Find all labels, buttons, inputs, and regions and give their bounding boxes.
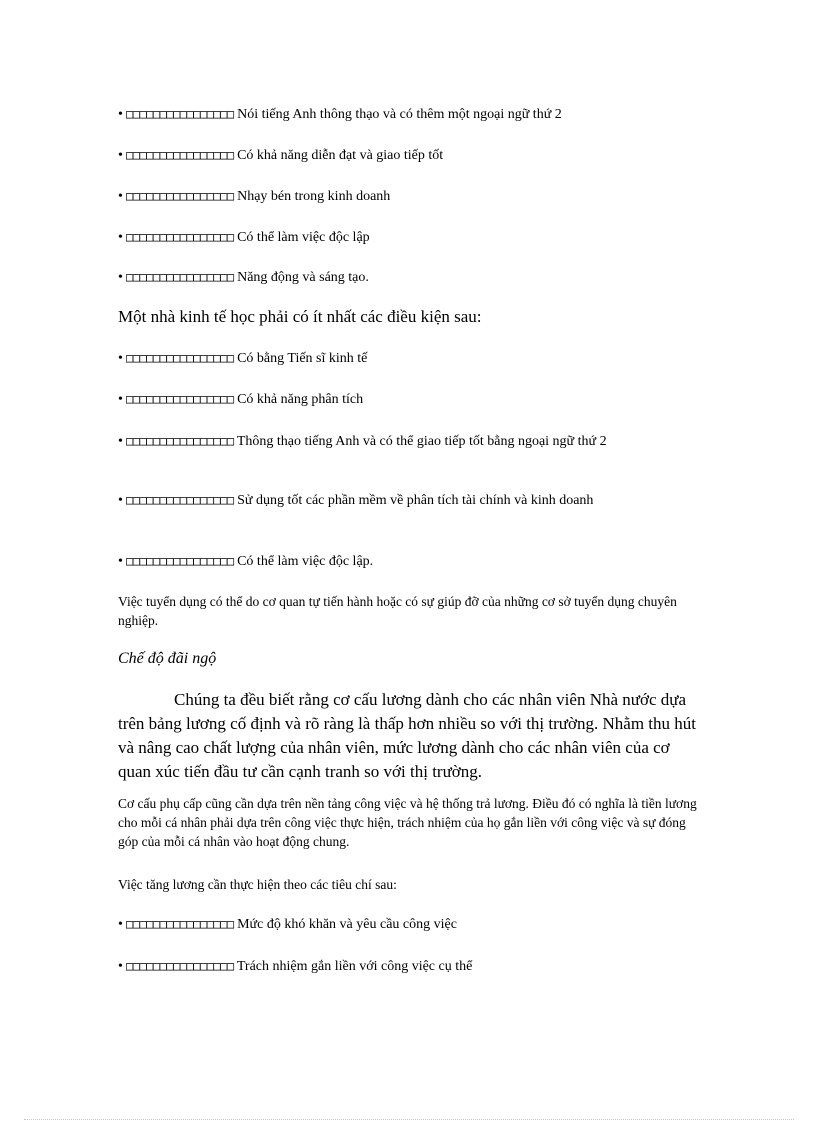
list-item	[118, 914, 698, 935]
bullet-placeholder-glyphs: □□□□□□□□□□□□□□□□	[126, 351, 234, 365]
bullet-icon: •	[118, 493, 123, 508]
list-item	[118, 490, 698, 511]
list-item	[118, 186, 698, 207]
bullet-placeholder-glyphs: □□□□□□□□□□□□□□□□	[126, 959, 234, 973]
raise-intro: Việc tăng lương cần thực hiện theo các tiêu chí sau:	[118, 877, 397, 892]
allowance-paragraph: Cơ cấu phụ cấp cũng cần dựa trên nền tảng công việc và hệ thống trả lương. Điều đó có nghĩa là tiền lương cho mỗi cá nhân phải dựa trên công việc thực hiện, trách nhiệm của họ gắn liền với công việc và sự đóng góp của mỗi cá nhân vào hoạt động chung.	[118, 796, 697, 849]
list-item-text: Mức độ khó khăn và yêu cầu công việc	[237, 917, 457, 932]
bullet-placeholder-glyphs: □□□□□□□□□□□□□□□□	[126, 230, 234, 244]
salary-paragraph: Chúng ta đều biết rằng cơ cấu lương dành cho các nhân viên Nhà nước dựa trên bảng lương cố định và rõ ràng là thấp hơn nhiều so với thị trường. Nhằm thu hút và nâng cao chất lượng của nhân viên, mức lương dành cho các nhân viên của cơ quan xúc tiến đầu tư cần cạnh tranh so với thị trường.	[118, 690, 696, 781]
list-item-text: Có thể làm việc độc lập	[237, 230, 370, 245]
bullet-placeholder-glyphs: □□□□□□□□□□□□□□□□	[126, 493, 234, 507]
economist-intro: Một nhà kinh tế học phải có ít nhất các điều kiện sau:	[118, 307, 482, 326]
bullet-icon: •	[118, 434, 123, 449]
list-item-text: Nhạy bén trong kinh doanh	[237, 189, 391, 204]
list-item	[118, 956, 698, 977]
bullet-icon: •	[118, 917, 123, 932]
list-item	[118, 227, 698, 248]
list-item	[118, 431, 698, 452]
list-item-text: Năng động và sáng tạo.	[237, 270, 369, 285]
bullet-icon: •	[118, 107, 123, 122]
page-bottom-divider	[24, 1119, 794, 1120]
list-item	[118, 145, 698, 166]
bullet-icon: •	[118, 959, 123, 974]
bullet-placeholder-glyphs: □□□□□□□□□□□□□□□□	[126, 107, 234, 121]
bullet-placeholder-glyphs: □□□□□□□□□□□□□□□□	[126, 554, 234, 568]
list-item	[118, 267, 698, 288]
bullet-icon: •	[118, 554, 123, 569]
bullet-placeholder-glyphs: □□□□□□□□□□□□□□□□	[126, 434, 234, 448]
list-item-text: Sử dụng tốt các phần mềm về phân tích tài chính và kinh doanh	[237, 493, 594, 508]
list-item	[118, 104, 698, 125]
section-heading: Chế độ đãi ngộ	[118, 650, 217, 667]
list-item	[118, 551, 698, 572]
list-item-text: Có khả năng diễn đạt và giao tiếp tốt	[237, 148, 444, 163]
bullet-placeholder-glyphs: □□□□□□□□□□□□□□□□	[126, 189, 234, 203]
list-item-text: Có bằng Tiến sĩ kinh tế	[237, 351, 368, 366]
bullet-icon: •	[118, 189, 123, 204]
bullet-placeholder-glyphs: □□□□□□□□□□□□□□□□	[126, 270, 234, 284]
bullet-icon: •	[118, 230, 123, 245]
list-item-text: Nói tiếng Anh thông thạo và có thêm một ngoại ngữ thứ 2	[237, 107, 562, 122]
list-item-text: Trách nhiệm gắn liền với công việc cụ thể	[236, 959, 473, 974]
bullet-icon: •	[118, 392, 123, 407]
list-item-text: Có khả năng phân tích	[237, 392, 364, 407]
bullet-icon: •	[118, 351, 123, 366]
bullet-placeholder-glyphs: □□□□□□□□□□□□□□□□	[126, 917, 234, 931]
recruitment-paragraph: Việc tuyển dụng có thể do cơ quan tự tiến hành hoặc có sự giúp đỡ của những cơ sở tuyển dụng chuyên nghiệp.	[118, 594, 677, 628]
bullet-icon: •	[118, 270, 123, 285]
bullet-placeholder-glyphs: □□□□□□□□□□□□□□□□	[126, 148, 234, 162]
bullet-placeholder-glyphs: □□□□□□□□□□□□□□□□	[126, 392, 234, 406]
list-item	[118, 348, 698, 369]
bullet-icon: •	[118, 148, 123, 163]
list-item-text: Có thể làm việc độc lập.	[237, 554, 374, 569]
list-item	[118, 389, 698, 410]
list-item-text: Thông thạo tiếng Anh và có thể giao tiếp tốt bằng ngoại ngữ thứ 2	[236, 434, 607, 449]
